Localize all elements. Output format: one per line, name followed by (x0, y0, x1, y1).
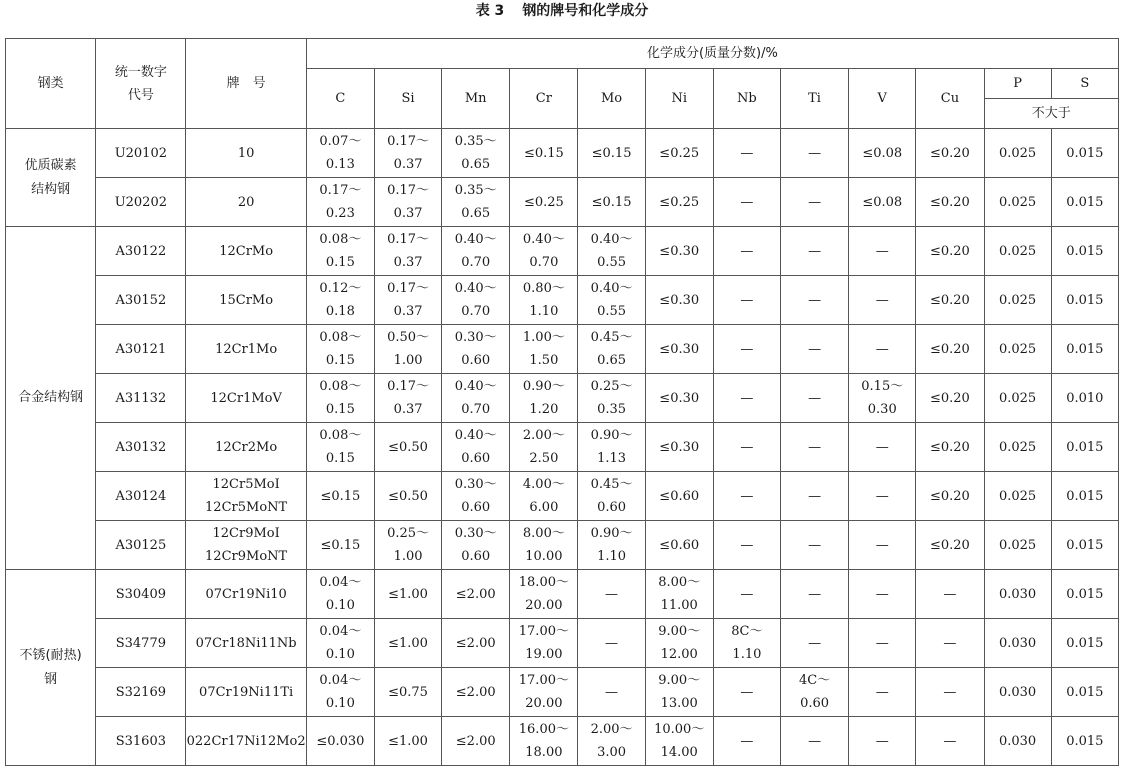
value-cell-cr: 1.00～ 1.50 (510, 325, 578, 374)
table-row (6, 374, 1119, 423)
value-cell-nb: 8C～ 1.10 (713, 619, 780, 668)
value-cell-ni: 9.00～ 12.00 (645, 619, 713, 668)
value-cell-p: 0.025 (984, 178, 1051, 227)
value-cell-ti: — (780, 423, 848, 472)
header-composition: 化学成分(质量分数)/% (306, 39, 1118, 69)
header-element-ni: Ni (645, 69, 713, 129)
table-title: 钢的牌号和化学成分 (522, 3, 649, 19)
value-cell-cr: 17.00～ 19.00 (510, 619, 578, 668)
value-cell-c: ≤0.030 (306, 717, 374, 766)
table-row (6, 521, 1119, 570)
value-cell-c: 0.17～ 0.23 (306, 178, 374, 227)
code-cell: A30124 (96, 472, 186, 521)
value-cell-cr: 0.90～ 1.20 (510, 374, 578, 423)
value-cell-cr: 2.00～ 2.50 (510, 423, 578, 472)
grade-cell: 12Cr1MoV (186, 374, 306, 423)
steel-composition-table (5, 38, 1119, 766)
value-cell-mo: — (578, 570, 645, 619)
value-cell-p: 0.025 (984, 472, 1051, 521)
value-cell-v: — (849, 423, 916, 472)
grade-cell: 12Cr9MoI 12Cr9MoNT (186, 521, 306, 570)
value-cell-cu: ≤0.20 (916, 276, 984, 325)
value-cell-c: 0.12～ 0.18 (306, 276, 374, 325)
value-cell-s: 0.015 (1051, 570, 1118, 619)
value-cell-si: ≤0.75 (374, 668, 441, 717)
value-cell-mo: — (578, 619, 645, 668)
category-cell: 优质碳素 结构钢 (6, 129, 96, 227)
value-cell-ti: — (780, 521, 848, 570)
category-cell: 不锈(耐热) 钢 (6, 570, 96, 766)
value-cell-ni: ≤0.60 (645, 472, 713, 521)
value-cell-ni: 10.00～ 14.00 (645, 717, 713, 766)
value-cell-mn: 0.40～ 0.60 (442, 423, 510, 472)
value-cell-ti: — (780, 472, 848, 521)
header-element-mn: Mn (442, 69, 510, 129)
value-cell-ni: ≤0.30 (645, 374, 713, 423)
grade-cell: 12Cr1Mo (186, 325, 306, 374)
code-cell: S34779 (96, 619, 186, 668)
table-row (6, 227, 1119, 276)
value-cell-nb: — (713, 325, 780, 374)
table-caption (0, 2, 1124, 20)
value-cell-mo: 0.45～ 0.65 (578, 325, 645, 374)
value-cell-ti: — (780, 178, 848, 227)
value-cell-nb: — (713, 129, 780, 178)
value-cell-p: 0.025 (984, 227, 1051, 276)
header-element-si: Si (374, 69, 441, 129)
value-cell-p: 0.030 (984, 570, 1051, 619)
value-cell-si: 0.17～ 0.37 (374, 129, 441, 178)
header-element-cr: Cr (510, 69, 578, 129)
grade-cell: 022Cr17Ni12Mo2 (186, 717, 306, 766)
value-cell-cu: ≤0.20 (916, 325, 984, 374)
value-cell-v: — (849, 570, 916, 619)
header-element-cu: Cu (916, 69, 984, 129)
value-cell-s: 0.015 (1051, 227, 1118, 276)
value-cell-si: 0.17～ 0.37 (374, 276, 441, 325)
value-cell-ti: — (780, 374, 848, 423)
code-cell: A30152 (96, 276, 186, 325)
value-cell-c: 0.07～ 0.13 (306, 129, 374, 178)
value-cell-mn: 0.30～ 0.60 (442, 325, 510, 374)
value-cell-cr: 8.00～ 10.00 (510, 521, 578, 570)
grade-cell: 07Cr19Ni11Ti (186, 668, 306, 717)
code-cell: U20102 (96, 129, 186, 178)
value-cell-ti: — (780, 276, 848, 325)
value-cell-si: ≤1.00 (374, 619, 441, 668)
value-cell-ti: — (780, 619, 848, 668)
value-cell-mo: 2.00～ 3.00 (578, 717, 645, 766)
header-category: 钢类 (6, 39, 96, 129)
value-cell-v: — (849, 472, 916, 521)
value-cell-si: 0.25～ 1.00 (374, 521, 441, 570)
value-cell-mo: 0.40～ 0.55 (578, 227, 645, 276)
category-cell: 合金结构钢 (6, 227, 96, 570)
value-cell-c: ≤0.15 (306, 472, 374, 521)
value-cell-cr: 18.00～ 20.00 (510, 570, 578, 619)
value-cell-v: — (849, 325, 916, 374)
value-cell-si: 0.17～ 0.37 (374, 178, 441, 227)
header-element-nb: Nb (713, 69, 780, 129)
table-row (6, 276, 1119, 325)
header-element-s: S (1051, 69, 1118, 99)
value-cell-mo: ≤0.15 (578, 129, 645, 178)
value-cell-ti: — (780, 227, 848, 276)
value-cell-c: 0.08～ 0.15 (306, 227, 374, 276)
value-cell-mn: ≤2.00 (442, 619, 510, 668)
header-code: 统一数字 代号 (96, 39, 186, 129)
table-row (6, 668, 1119, 717)
value-cell-p: 0.030 (984, 717, 1051, 766)
value-cell-nb: — (713, 668, 780, 717)
table-row (6, 129, 1119, 178)
value-cell-mo: 0.45～ 0.60 (578, 472, 645, 521)
code-cell: A30132 (96, 423, 186, 472)
value-cell-ti: — (780, 325, 848, 374)
grade-cell: 12Cr2Mo (186, 423, 306, 472)
value-cell-v: — (849, 668, 916, 717)
value-cell-mn: 0.40～ 0.70 (442, 374, 510, 423)
value-cell-mn: 0.35～ 0.65 (442, 129, 510, 178)
value-cell-c: 0.04～ 0.10 (306, 668, 374, 717)
header-element-c: C (306, 69, 374, 129)
value-cell-si: ≤0.50 (374, 472, 441, 521)
table-row (6, 325, 1119, 374)
value-cell-ni: 9.00～ 13.00 (645, 668, 713, 717)
value-cell-s: 0.015 (1051, 423, 1118, 472)
code-cell: A30121 (96, 325, 186, 374)
value-cell-c: 0.08～ 0.15 (306, 374, 374, 423)
value-cell-s: 0.015 (1051, 668, 1118, 717)
value-cell-cr: 0.80～ 1.10 (510, 276, 578, 325)
value-cell-cu: ≤0.20 (916, 178, 984, 227)
value-cell-mo: ≤0.15 (578, 178, 645, 227)
value-cell-mn: 0.30～ 0.60 (442, 521, 510, 570)
header-not-more-than: 不大于 (984, 99, 1119, 129)
value-cell-cu: — (916, 570, 984, 619)
code-cell: S30409 (96, 570, 186, 619)
value-cell-v: ≤0.08 (849, 178, 916, 227)
value-cell-ni: ≤0.30 (645, 423, 713, 472)
value-cell-mo: 0.90～ 1.13 (578, 423, 645, 472)
code-cell: A31132 (96, 374, 186, 423)
value-cell-ni: ≤0.30 (645, 227, 713, 276)
value-cell-ti: — (780, 717, 848, 766)
value-cell-cu: ≤0.20 (916, 472, 984, 521)
code-cell: S32169 (96, 668, 186, 717)
grade-cell: 20 (186, 178, 306, 227)
table-number: 表 3 (475, 3, 505, 19)
value-cell-c: 0.04～ 0.10 (306, 619, 374, 668)
grade-cell: 15CrMo (186, 276, 306, 325)
value-cell-ni: ≤0.30 (645, 325, 713, 374)
value-cell-nb: — (713, 570, 780, 619)
value-cell-cr: 0.40～ 0.70 (510, 227, 578, 276)
value-cell-p: 0.030 (984, 668, 1051, 717)
grade-cell: 07Cr18Ni11Nb (186, 619, 306, 668)
value-cell-p: 0.025 (984, 325, 1051, 374)
value-cell-c: 0.04～ 0.10 (306, 570, 374, 619)
value-cell-cu: ≤0.20 (916, 227, 984, 276)
value-cell-v: — (849, 227, 916, 276)
value-cell-si: ≤1.00 (374, 717, 441, 766)
value-cell-mn: 0.40～ 0.70 (442, 276, 510, 325)
value-cell-ti: 4C～ 0.60 (780, 668, 848, 717)
value-cell-si: 0.17～ 0.37 (374, 227, 441, 276)
header-element-ti: Ti (780, 69, 848, 129)
value-cell-si: ≤0.50 (374, 423, 441, 472)
value-cell-cr: 17.00～ 20.00 (510, 668, 578, 717)
value-cell-s: 0.015 (1051, 717, 1118, 766)
table-row (6, 717, 1119, 766)
value-cell-cu: — (916, 619, 984, 668)
value-cell-nb: — (713, 472, 780, 521)
value-cell-cu: ≤0.20 (916, 374, 984, 423)
value-cell-s: 0.015 (1051, 472, 1118, 521)
value-cell-si: 0.50～ 1.00 (374, 325, 441, 374)
value-cell-c: 0.08～ 0.15 (306, 325, 374, 374)
code-cell: A30125 (96, 521, 186, 570)
value-cell-v: ≤0.08 (849, 129, 916, 178)
value-cell-s: 0.015 (1051, 619, 1118, 668)
value-cell-mn: ≤2.00 (442, 570, 510, 619)
value-cell-ni: ≤0.30 (645, 276, 713, 325)
value-cell-cu: ≤0.20 (916, 423, 984, 472)
value-cell-mn: 0.40～ 0.70 (442, 227, 510, 276)
value-cell-p: 0.025 (984, 423, 1051, 472)
value-cell-v: — (849, 619, 916, 668)
value-cell-ti: — (780, 129, 848, 178)
header-element-mo: Mo (578, 69, 645, 129)
value-cell-ti: — (780, 570, 848, 619)
value-cell-cu: ≤0.20 (916, 521, 984, 570)
value-cell-ni: ≤0.60 (645, 521, 713, 570)
value-cell-p: 0.025 (984, 129, 1051, 178)
code-cell: U20202 (96, 178, 186, 227)
value-cell-s: 0.015 (1051, 276, 1118, 325)
value-cell-s: 0.015 (1051, 325, 1118, 374)
header-element-p: P (984, 69, 1051, 99)
code-cell: A30122 (96, 227, 186, 276)
value-cell-v: — (849, 717, 916, 766)
value-cell-nb: — (713, 374, 780, 423)
value-cell-mn: ≤2.00 (442, 717, 510, 766)
table-row (6, 472, 1119, 521)
table-row (6, 619, 1119, 668)
table-row (6, 570, 1119, 619)
value-cell-c: ≤0.15 (306, 521, 374, 570)
value-cell-cu: ≤0.20 (916, 129, 984, 178)
grade-cell: 07Cr19Ni10 (186, 570, 306, 619)
value-cell-v: 0.15～ 0.30 (849, 374, 916, 423)
value-cell-si: ≤1.00 (374, 570, 441, 619)
value-cell-nb: — (713, 227, 780, 276)
value-cell-v: — (849, 276, 916, 325)
value-cell-ni: ≤0.25 (645, 178, 713, 227)
value-cell-p: 0.030 (984, 619, 1051, 668)
value-cell-nb: — (713, 276, 780, 325)
grade-cell: 12CrMo (186, 227, 306, 276)
header-grade: 牌 号 (186, 39, 306, 129)
table-row (6, 178, 1119, 227)
value-cell-nb: — (713, 423, 780, 472)
value-cell-mo: 0.40～ 0.55 (578, 276, 645, 325)
code-cell: S31603 (96, 717, 186, 766)
value-cell-mo: 0.25～ 0.35 (578, 374, 645, 423)
value-cell-nb: — (713, 178, 780, 227)
value-cell-ni: 8.00～ 11.00 (645, 570, 713, 619)
value-cell-cr: 4.00～ 6.00 (510, 472, 578, 521)
value-cell-nb: — (713, 717, 780, 766)
header-element-v: V (849, 69, 916, 129)
table-row (6, 423, 1119, 472)
value-cell-s: 0.015 (1051, 521, 1118, 570)
value-cell-p: 0.025 (984, 276, 1051, 325)
value-cell-mo: 0.90～ 1.10 (578, 521, 645, 570)
value-cell-v: — (849, 521, 916, 570)
value-cell-ni: ≤0.25 (645, 129, 713, 178)
value-cell-cu: — (916, 668, 984, 717)
value-cell-mn: 0.35～ 0.65 (442, 178, 510, 227)
value-cell-mn: ≤2.00 (442, 668, 510, 717)
value-cell-s: 0.015 (1051, 129, 1118, 178)
value-cell-mn: 0.30～ 0.60 (442, 472, 510, 521)
value-cell-nb: — (713, 521, 780, 570)
value-cell-si: 0.17～ 0.37 (374, 374, 441, 423)
value-cell-c: 0.08～ 0.15 (306, 423, 374, 472)
value-cell-p: 0.025 (984, 374, 1051, 423)
value-cell-cr: ≤0.15 (510, 129, 578, 178)
value-cell-p: 0.025 (984, 521, 1051, 570)
grade-cell: 12Cr5MoI 12Cr5MoNT (186, 472, 306, 521)
value-cell-cu: — (916, 717, 984, 766)
value-cell-s: 0.015 (1051, 178, 1118, 227)
grade-cell: 10 (186, 129, 306, 178)
value-cell-cr: 16.00～ 18.00 (510, 717, 578, 766)
value-cell-mo: — (578, 668, 645, 717)
value-cell-s: 0.010 (1051, 374, 1118, 423)
value-cell-cr: ≤0.25 (510, 178, 578, 227)
